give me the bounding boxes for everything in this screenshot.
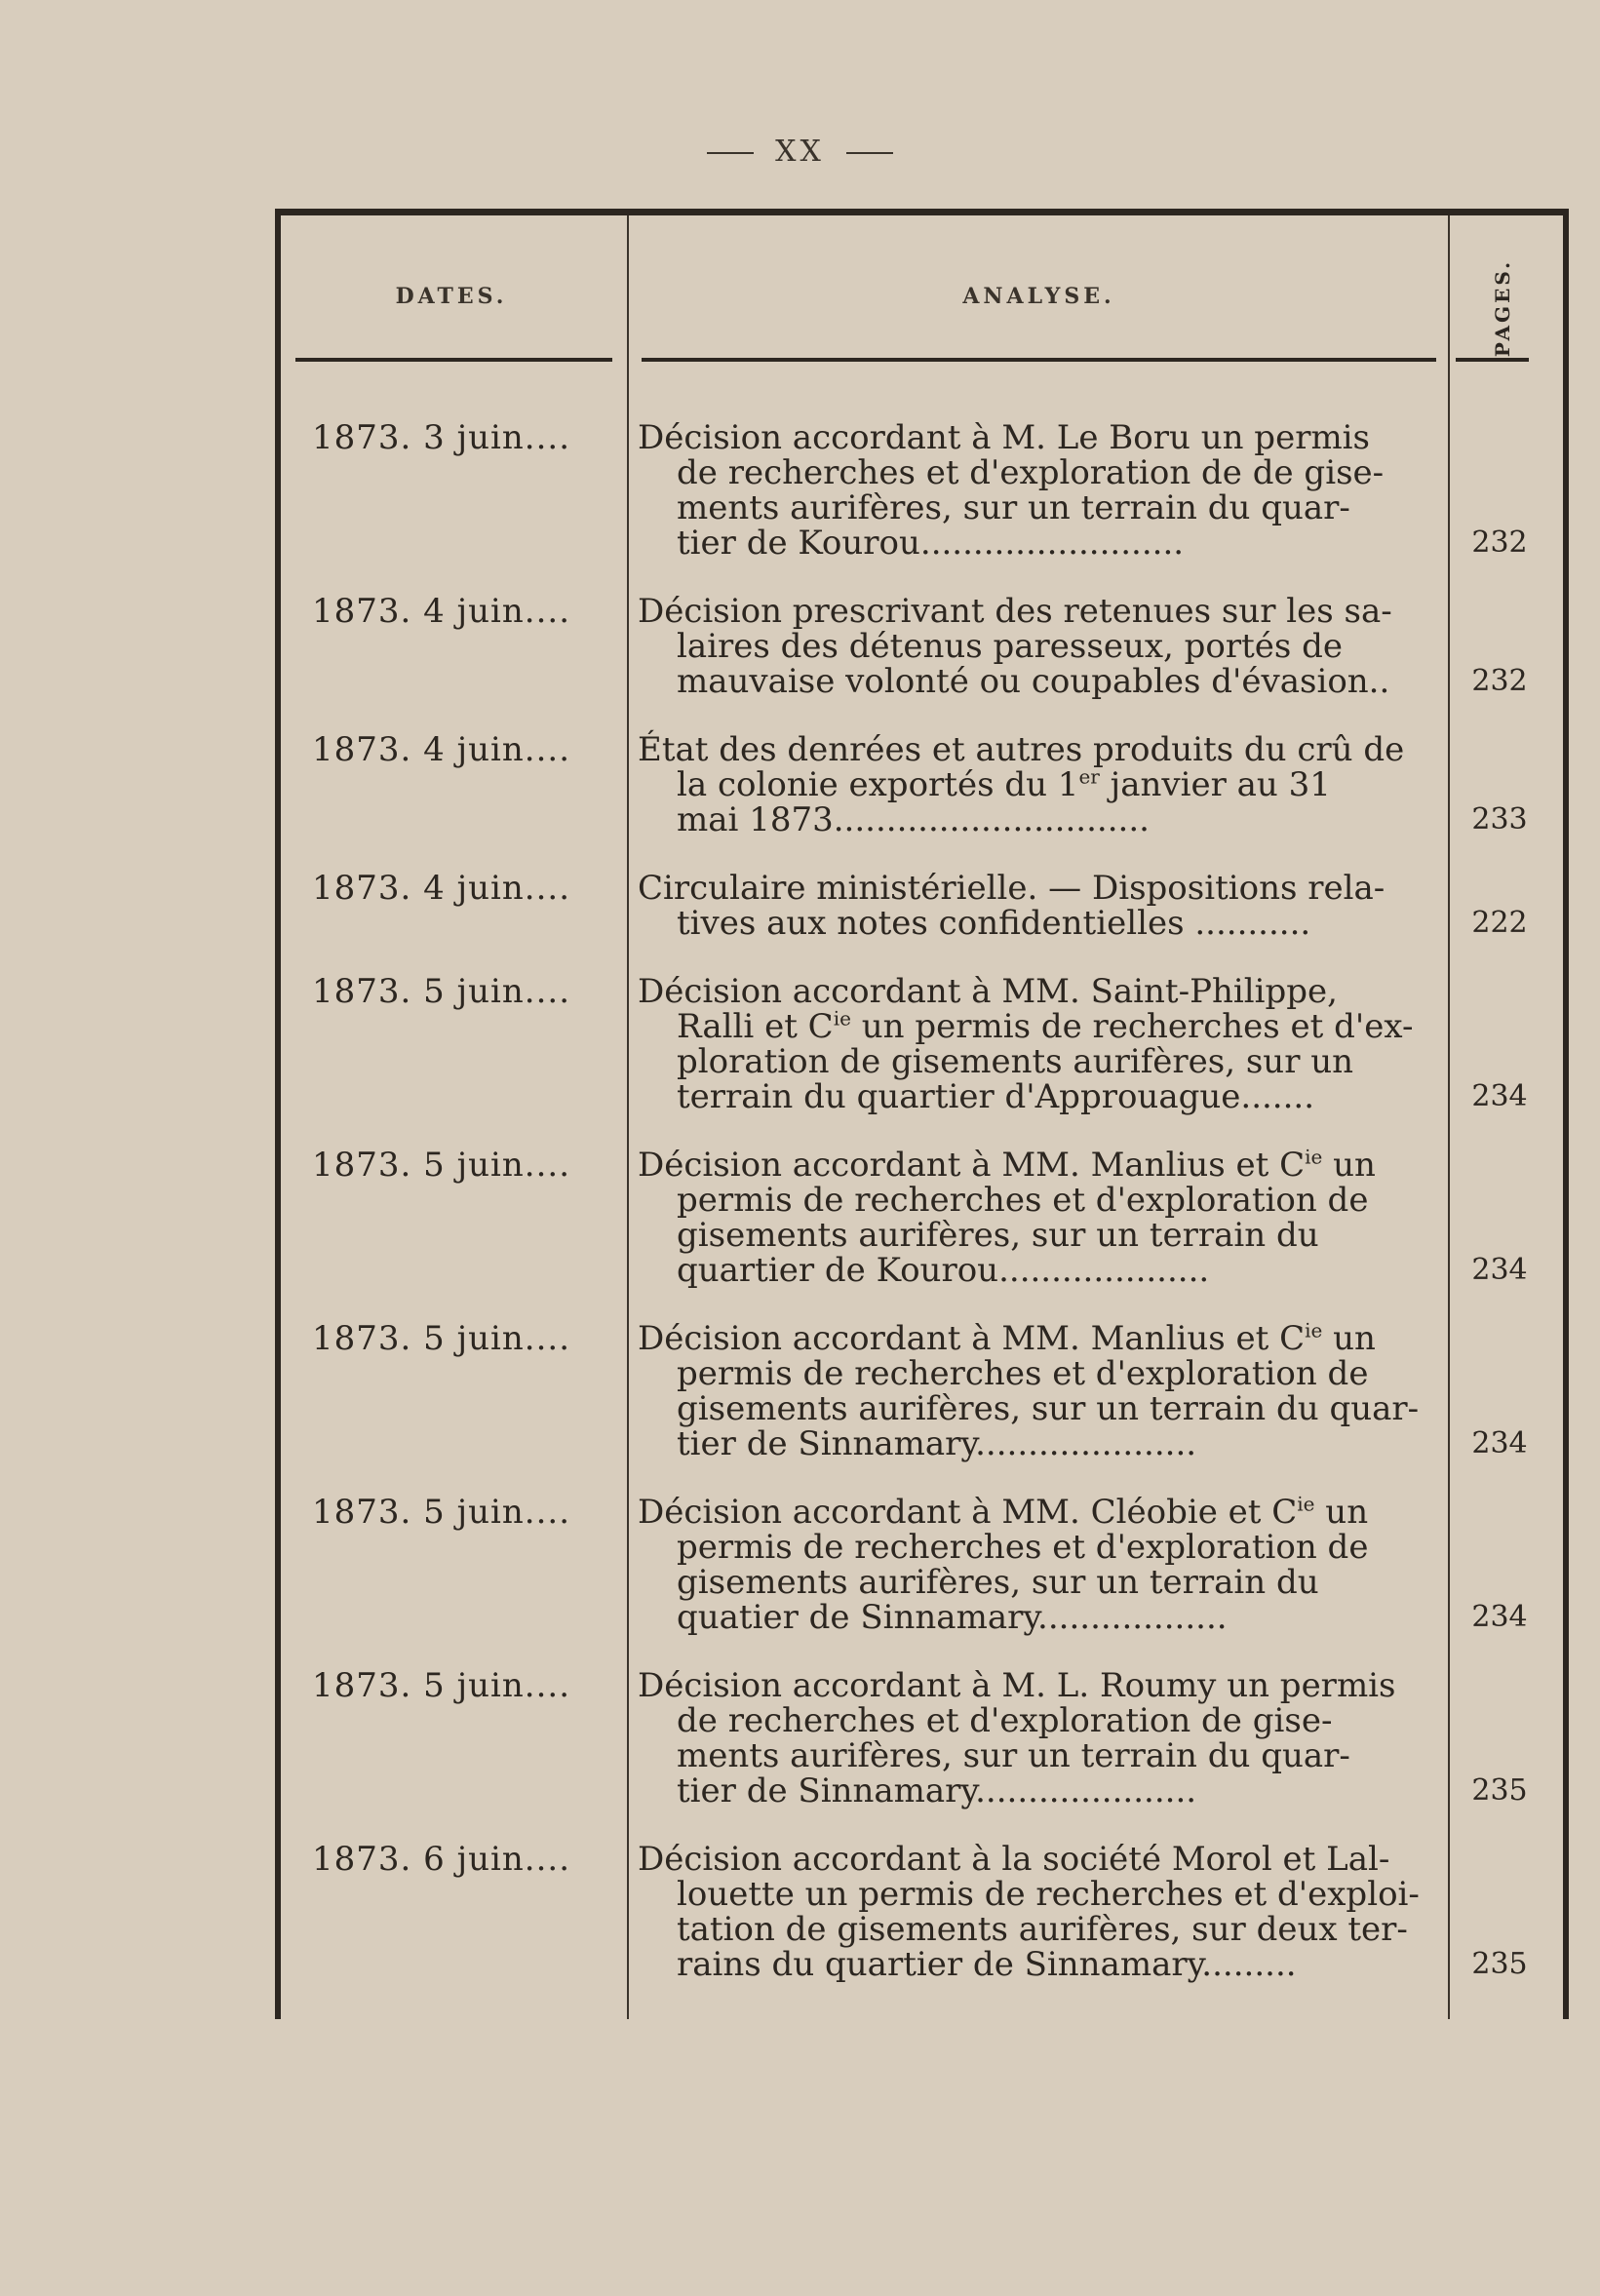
entry-page: 234 (1471, 1426, 1528, 1460)
entry-analysis (638, 1842, 1443, 1982)
entry-date: 1873. 5 juin.... (312, 1319, 571, 1358)
entry-analysis-line: Décision accordant à M. L. Roumy un permis (638, 1666, 1396, 1705)
entry-page: 232 (1471, 525, 1528, 560)
entry-analysis (638, 1145, 1443, 1290)
entry-analysis-line: ments aurifères, sur un terrain du quar- (677, 1736, 1350, 1775)
entry-date: 1873. 5 juin.... (312, 1666, 571, 1705)
entry-analysis-line: la colonie exportés du 1er janvier au 31 (677, 764, 1331, 804)
entry-analysis-line: tier de Sinnamary..................... (677, 1771, 1197, 1810)
entry-page: 233 (1471, 802, 1528, 837)
entry-analysis (638, 1318, 1443, 1463)
page-number: XX (775, 135, 825, 169)
entry-date: 1873. 4 juin.... (312, 869, 571, 908)
entry-analysis-line: gisements aurifères, sur un terrain du quar- (677, 1389, 1420, 1428)
header-rule-dates (295, 358, 612, 362)
entry-analysis (638, 871, 1443, 941)
entry-page: 234 (1471, 1600, 1528, 1634)
entry-analysis-line: de recherches et d'exploration de gise- (677, 1701, 1333, 1740)
entry-analysis (638, 732, 1443, 837)
entry-page: 222 (1471, 906, 1528, 940)
entry-analysis-line: Décision accordant à MM. Cléobie et $C^{ie}$ un (638, 1492, 1369, 1532)
header-dash-left (707, 152, 754, 154)
entry-page: 232 (1471, 664, 1528, 698)
entry-analysis-line: Décision accordant à M. Le Boru un permis (638, 418, 1371, 457)
entry-date: 1873. 4 juin.... (312, 592, 571, 631)
entry-page: 234 (1471, 1079, 1528, 1113)
table-frame (275, 209, 1569, 2019)
entry-analysis-line: quatier de Sinnamary.................. (677, 1598, 1228, 1637)
entry-analysis-line: rains du quartier de Sinnamary......... (677, 1945, 1297, 1984)
header-rule-pages (1456, 358, 1529, 362)
entry-date: 1873. 5 juin.... (312, 972, 571, 1011)
column-divider-pages (1448, 215, 1450, 2019)
header-rule-analyse (642, 358, 1436, 362)
entry-analysis-line: tives aux notes confidentielles ........... (677, 904, 1311, 943)
page-header (0, 135, 1600, 169)
entry-analysis-line: tation de gisements aurifères, sur deux ter- (677, 1910, 1408, 1949)
header-dates: DATES. (395, 284, 508, 309)
entry-analysis-line: laires des détenus paresseux, portés de (677, 627, 1344, 666)
entry-analysis-line: Décision accordant à MM. Saint-Philippe, (638, 972, 1338, 1011)
entry-date: 1873. 4 juin.... (312, 730, 571, 769)
entry-analysis (638, 1492, 1443, 1637)
entry-analysis-line: permis de recherches et d'exploration de (677, 1354, 1369, 1393)
header-dash-right (846, 152, 893, 154)
entry-analysis-line: ments aurifères, sur un terrain du quar- (677, 488, 1350, 527)
entry-analysis-line: Circulaire ministérielle. — Dispositions rela- (638, 869, 1385, 908)
header-pages (1483, 254, 1522, 362)
entry-analysis (638, 1668, 1443, 1809)
entry-analysis-line: de recherches et d'exploration de de gise- (677, 453, 1385, 492)
entry-page: 235 (1471, 1947, 1528, 1981)
entry-analysis-line: gisements aurifères, sur un terrain du (677, 1216, 1319, 1255)
entry-analysis-line: gisements aurifères, sur un terrain du (677, 1563, 1319, 1602)
entry-analysis-line: louette un permis de recherches et d'exploi- (677, 1875, 1420, 1914)
column-divider-dates (627, 215, 629, 2019)
header-pages-label: PAGES. (1491, 258, 1514, 358)
entry-analysis-line: Décision accordant à MM. Manlius et $C^{ie}$ un (638, 1145, 1376, 1185)
entry-page: 235 (1471, 1773, 1528, 1808)
entry-analysis-line: tier de Kourou......................... (677, 524, 1185, 563)
entry-analysis-line: mai 1873.............................. (677, 800, 1150, 839)
entry-date: 1873. 6 juin.... (312, 1840, 571, 1879)
entry-analysis-line: permis de recherches et d'exploration de (677, 1181, 1369, 1220)
entry-date: 1873. 5 juin.... (312, 1493, 571, 1532)
entry-date: 1873. 3 juin.... (312, 418, 571, 457)
entry-analysis-line: mauvaise volonté ou coupables d'évasion.. (677, 662, 1390, 701)
entry-analysis-line: Décision prescrivant des retenues sur les sa- (638, 592, 1392, 631)
entry-analysis-line: quartier de Kourou.................... (677, 1251, 1210, 1290)
entry-analysis-line: Décision accordant à MM. Manlius et $C^{ie}$ un (638, 1318, 1376, 1358)
entry-analysis (638, 594, 1443, 699)
entry-page: 234 (1471, 1253, 1528, 1287)
entry-analysis-line: Ralli et $C^{ie}$ un permis de recherches et d'ex- (677, 1006, 1414, 1046)
entry-analysis-line: permis de recherches et d'exploration de (677, 1528, 1369, 1567)
entry-analysis-line: tier de Sinnamary..................... (677, 1424, 1197, 1463)
entry-analysis (638, 974, 1443, 1114)
entry-analysis (638, 420, 1443, 561)
entry-analysis-line: État des denrées et autres produits du crû de (638, 730, 1405, 769)
header-analyse: ANALYSE. (962, 284, 1115, 309)
entry-date: 1873. 5 juin.... (312, 1146, 571, 1185)
entry-analysis-line: Décision accordant à la société Morol et Lal- (638, 1840, 1390, 1879)
entry-analysis-line: ploration de gisements aurifères, sur un (677, 1042, 1354, 1081)
entry-analysis-line: terrain du quartier d'Approuague....... (677, 1077, 1315, 1116)
